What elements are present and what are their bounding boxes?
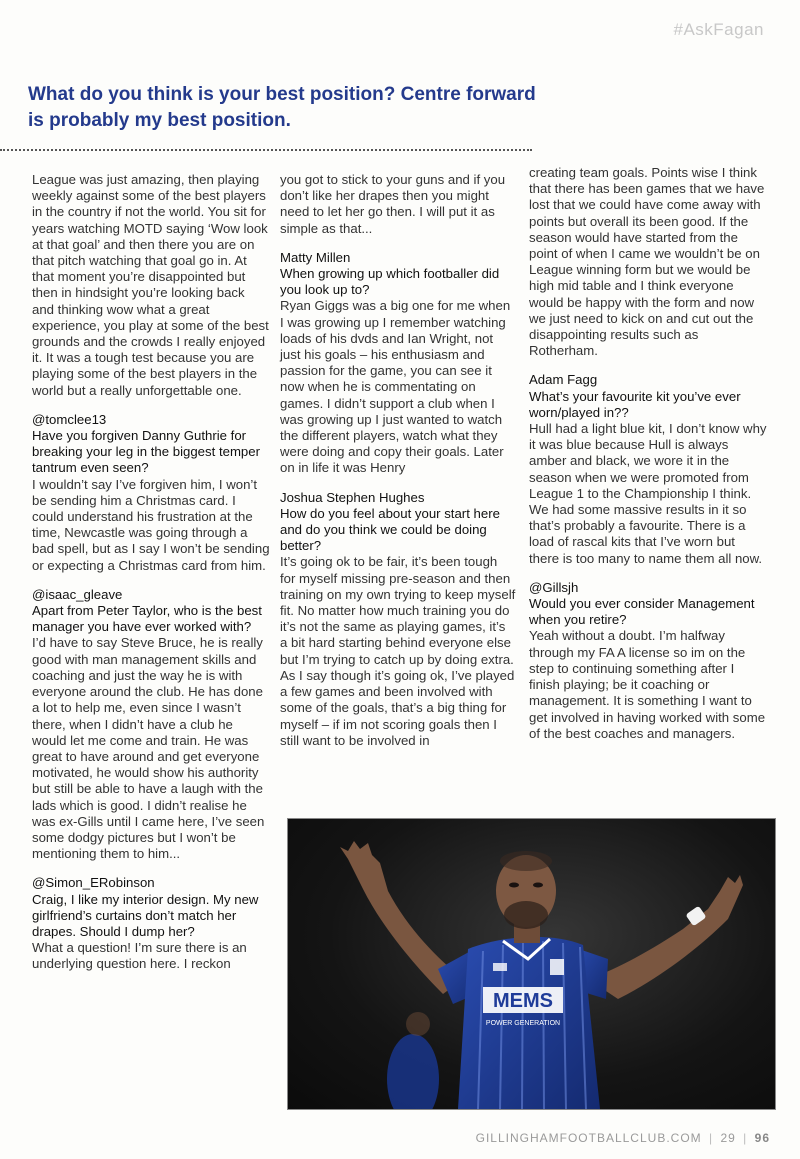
question-2-author: @isaac_gleave — [32, 586, 123, 602]
question-1-text: Have you forgiven Danny Guthrie for breaking your leg in the biggest temper tantrum even seen? — [32, 428, 260, 476]
footer-page-number: 29 — [720, 1131, 736, 1145]
question-1-author: @tomclee13 — [32, 411, 107, 427]
player-celebration-photo — [287, 818, 776, 1110]
answer-1-text: I wouldn’t say I’ve forgiven him, I won’t be sending him a Christmas card. I could understand his frustration at the time, Newcastle was going through a bad spell, but as I say I won’t be sending or expecting a Christmas card from him. — [32, 476, 270, 573]
column-3-intro: creating team goals. Points wise I think that there has been games that we have lost that we could have come away with points but overall its been good. If the season would have started from the point of when I came we wouldn’t be on League winning form but we would be high mid table and I think everyone would be happy with the form and now we just need to kick on and cut out the disappointing results such as Rotherham. — [529, 165, 765, 359]
kit-maker-logo-icon — [493, 963, 507, 971]
question-6-text: What’s your favourite kit you’ve ever worn/played in?? — [529, 388, 741, 420]
question-2-text: Apart from Peter Taylor, who is the best manager you have ever worked with? — [32, 603, 262, 635]
question-7-text: Would you ever consider Management when you retire? — [529, 596, 755, 628]
question-4-author: Matty Millen — [280, 249, 351, 265]
question-6-author: Adam Fagg — [529, 372, 598, 388]
answer-7-text: Yeah without a doubt. I’m halfway through my FA A license so im on the step to continuing something after I finish playing; be it coaching or management. It is something I want to get involved in having worked with some of the best coaches and managers. — [529, 628, 766, 741]
answer-6-text: Hull had a light blue kit, I don’t know why it was blue because Hull is always amber and black, we wore it in the season when we were promoted from League 1 to the Championship I think. We had some massive results in it so that’s probably a favourite. There is a load of rascal kits that I’ve worn but there is too many to name them all now. — [529, 421, 767, 566]
article-column-3 — [529, 165, 767, 742]
question-5-text: How do you feel about your start here and do you think we could be doing better? — [280, 505, 500, 554]
question-7-author: @Gillsjh — [529, 579, 579, 595]
answer-3-text: What a question! I’m sure there is an underlying question here. I reckon — [32, 940, 247, 972]
answer-2-text: I’d have to say Steve Bruce, he is really good with man management skills and coaching and just the way he is with everyone around the club. He has done a lot to help me, even since I wasn’t there, when I didn’t have a club he would let me come and train. He was great to have around and get everyone motivated, he would show his authority but still be able to have a laugh with the lads which is good. I didn’t realise he was ex-Gills until I came here, I’ve seen some dodgy pictures but I won’t be mentioning them to him... — [32, 635, 265, 862]
footer-separator-2: | — [743, 1131, 748, 1145]
sponsor-subtext: POWER GENERATION — [485, 1020, 561, 1027]
player-illustration — [288, 819, 775, 1109]
question-3-author: @Simon_ERobinson — [32, 875, 155, 891]
question-5-author: Joshua Stephen Hughes — [280, 489, 425, 505]
answer-5-text: It’s going ok to be fair, it’s been tough for myself missing pre-season and then training on my own trying to keep myself fit. No matter how much training you do it’s not the same as playing games, it’s a bit hard starting behind everyone else but I’m trying to catch up by doing extra. As I say though it’s going ok, I’ve played a few games and been involved with some of the goals, that’s a big thing for myself – if im not scoring goals then I still want to be involved in — [280, 554, 516, 748]
footer-separator: | — [709, 1131, 714, 1145]
headline-question: What do you think is your best position? Centre forward is probably my best position. — [28, 84, 536, 131]
column-1-intro: League was just amazing, then playing weekly against some of the best players in the country if not the world. You sit for years watching MOTD saying ‘Wow look at that goal’ and then there you are on that pitch watching that goal go in. At that moment you’re disappointed but then in hindsight you’re looking back and thinking wow what a great experience, you play at some of the best grounds and the crowds I really enjoyed it. It was a tough test because you are playing some of the best players in the world but a really unforgettable one. — [32, 172, 269, 398]
footer-page-mark: 96 — [754, 1131, 770, 1145]
column-2-intro: you got to stick to your guns and if you don’t like her drapes then you might need to let her go then. I will put it as simple as that... — [280, 172, 506, 236]
question-4-text: When growing up which footballer did you look up to? — [280, 266, 500, 298]
article-column-2 — [280, 172, 516, 749]
sponsor-logo-text: MEMS — [493, 990, 553, 1012]
dotted-divider — [0, 149, 532, 151]
hashtag-label: #AskFagan — [673, 20, 764, 39]
article-column-1 — [32, 172, 270, 973]
answer-4-text: Ryan Giggs was a big one for me when I was growing up I remember watching loads of his dvds and Ian Wright, not just his goals – his enthusiasm and passion for the game, you can see it now when he is commentating on games. I didn’t support a club when I was growing up I just wanted to watch the different players, watch what they were doing and copy their goals. Later on in life it was Henry — [280, 298, 511, 476]
club-crest-icon — [550, 959, 564, 975]
footer-website: GILLINGHAMFOOTBALLCLUB.COM — [475, 1131, 702, 1145]
question-3-text: Craig, I like my interior design. My new girlfriend’s curtains don’t match her drapes. Should I dump her? — [32, 891, 259, 939]
page-footer — [476, 1131, 770, 1145]
